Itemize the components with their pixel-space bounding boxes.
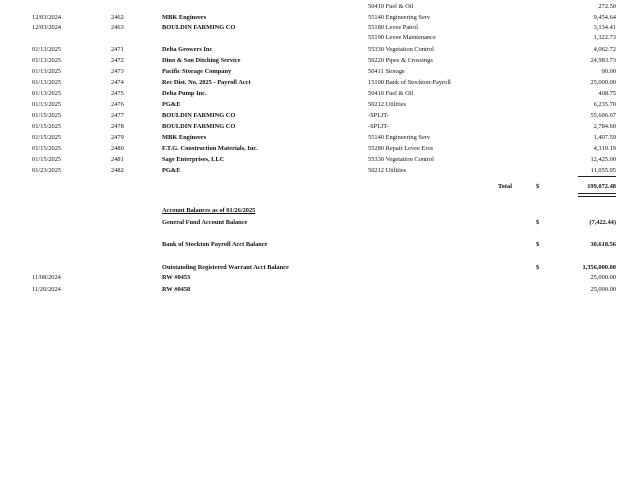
row-check-number: 2479 [111, 134, 124, 141]
register-row [0, 13, 640, 23]
register-row [0, 45, 640, 55]
row-amount: 25,000.00 [590, 79, 616, 86]
balance-row [0, 240, 640, 250]
warrant-date: 11/20/2024 [32, 286, 61, 293]
total-amount: 199,072.48 [587, 183, 616, 190]
row-amount: 3,134.41 [593, 24, 616, 31]
row-account: 50411 Storage [368, 68, 405, 75]
row-date: 01/23/2025 [32, 167, 62, 174]
warrant-row [0, 273, 640, 283]
row-date: 12/03/2024 [32, 24, 62, 31]
row-check-number: 2473 [111, 68, 124, 75]
row-amount: 2,784.60 [593, 123, 616, 130]
row-vendor: Pacific Storage Company [162, 68, 232, 75]
row-check-number: 2480 [111, 145, 124, 152]
row-account: 55140 Engineering Serv [368, 134, 431, 141]
row-vendor: BOULDIN FARMING CO [162, 112, 236, 119]
total-label: Total [498, 183, 512, 190]
row-vendor: F.T.G. Construction Materials, Inc. [162, 145, 258, 152]
warrant-date: 11/08/2024 [32, 274, 61, 281]
row-amount: 4,319.19 [593, 145, 616, 152]
row-account: -SPLIT- [368, 112, 389, 119]
row-amount: 6,235.70 [593, 101, 616, 108]
row-check-number: 2477 [111, 112, 124, 119]
row-account: 50410 Fuel & Oil [368, 90, 414, 97]
row-check-number: 2475 [111, 90, 124, 97]
balance-currency: $ [536, 241, 540, 248]
row-vendor: Delta Growers Inc [162, 46, 213, 53]
row-date: 12/03/2024 [32, 14, 62, 21]
row-account: 15100 Bank of Stockton-Payroll [368, 79, 451, 86]
balance-label: Bank of Stockton Payroll Acct Balance [162, 241, 268, 248]
balances-heading-row [0, 206, 640, 216]
row-date: 01/15/2025 [32, 112, 62, 119]
row-date: 01/13/2025 [32, 79, 62, 86]
register-row [0, 56, 640, 66]
warrant-label: RW #0453 [162, 274, 191, 281]
row-check-number: 2481 [111, 156, 124, 163]
row-check-number: 2463 [111, 24, 124, 31]
warrant-amount: 25,000.00 [590, 286, 616, 293]
row-date: 01/15/2025 [32, 123, 62, 130]
row-date: 01/15/2025 [32, 134, 62, 141]
row-amount: 408.75 [598, 90, 616, 97]
row-date: 01/15/2025 [32, 156, 62, 163]
row-check-number: 2482 [111, 167, 124, 174]
row-vendor: Delta Pump Inc. [162, 90, 207, 97]
register-row [0, 23, 640, 33]
register-row [0, 155, 640, 165]
balance-amount: 1,356,000.00 [582, 264, 616, 271]
row-date: 01/13/2025 [32, 57, 62, 64]
row-vendor: PG&E [162, 167, 181, 174]
balance-label: Outstanding Registered Warrant Acct Balance [162, 264, 289, 271]
row-vendor: PG&E [162, 101, 181, 108]
register-row [0, 122, 640, 132]
register-row [0, 78, 640, 88]
row-account: -SPLIT- [368, 123, 389, 130]
row-amount: 1,322.73 [593, 34, 616, 41]
row-date: 01/13/2025 [32, 68, 62, 75]
register-row [0, 100, 640, 110]
row-account: 50212 Utilities [368, 167, 407, 174]
register-row [0, 144, 640, 154]
row-amount: 272.50 [598, 3, 616, 10]
row-vendor: BOULDIN FARMING CO [162, 24, 236, 31]
row-account: 55330 Vegetation Control [368, 46, 434, 53]
row-amount: 4,062.72 [593, 46, 616, 53]
row-vendor: Dino & Son Ditching Service [162, 57, 241, 64]
balances-heading: Account Balances as of 01/26/2025 [162, 207, 256, 214]
row-date: 01/15/2025 [32, 145, 62, 152]
warrant-row [0, 285, 640, 295]
register-row [0, 111, 640, 121]
row-vendor: BOULDIN FARMING CO [162, 123, 236, 130]
row-account: 50220 Pipes & Crossings [368, 57, 433, 64]
row-check-number: 2472 [111, 57, 124, 64]
row-account: 55280 Repair Levee Eros [368, 145, 434, 152]
balance-amount: (7,422.44) [589, 219, 616, 226]
total-row [0, 182, 640, 192]
row-account: 50212 Utilities [368, 101, 407, 108]
row-account: 55190 Levee Maintenance [368, 34, 436, 41]
row-vendor: MBK Engineers [162, 14, 207, 21]
row-vendor: Rec Dist. No. 2025 - Payroll Acct [162, 79, 251, 86]
row-amount: 55,606.67 [590, 112, 616, 119]
balance-row [0, 263, 640, 273]
row-account: 55140 Engineering Serv [368, 14, 431, 21]
row-check-number: 2476 [111, 101, 124, 108]
row-date: 01/13/2025 [32, 90, 62, 97]
register-row [0, 89, 640, 99]
balance-currency: $ [536, 219, 540, 226]
total-currency: $ [536, 183, 540, 190]
total-rule [578, 176, 616, 177]
row-check-number: 2478 [111, 123, 124, 130]
row-account: 55330 Vegetation Control [368, 156, 434, 163]
row-amount: 24,983.73 [590, 57, 616, 64]
balance-currency: $ [536, 264, 540, 271]
row-amount: 12,425.00 [590, 156, 616, 163]
row-check-number: 2462 [111, 14, 124, 21]
row-date: 01/13/2025 [32, 46, 62, 53]
warrant-amount: 25,000.00 [590, 274, 616, 281]
row-vendor: MBK Engineers [162, 134, 207, 141]
balance-label: General Fund Account Balance [162, 219, 248, 226]
row-vendor: Sage Enterprises, LLC [162, 156, 225, 163]
total-double-rule [578, 193, 616, 197]
balance-row [0, 218, 640, 228]
row-amount: 1,407.59 [593, 134, 616, 141]
register-row [0, 33, 640, 43]
register-row [0, 133, 640, 143]
register-row [0, 166, 640, 176]
row-amount: 9,454.64 [593, 14, 616, 21]
row-account: 55180 Levee Patrol [368, 24, 419, 31]
row-check-number: 2471 [111, 46, 124, 53]
register-row [0, 2, 640, 12]
row-account: 50410 Fuel & Oil [368, 3, 414, 10]
balance-amount: 30,618.56 [590, 241, 616, 248]
row-amount: 11,055.95 [590, 167, 616, 174]
row-date: 01/13/2025 [32, 101, 62, 108]
row-amount: 90.00 [601, 68, 616, 75]
warrant-label: RW #0458 [162, 286, 191, 293]
row-check-number: 2474 [111, 79, 124, 86]
register-row [0, 67, 640, 77]
